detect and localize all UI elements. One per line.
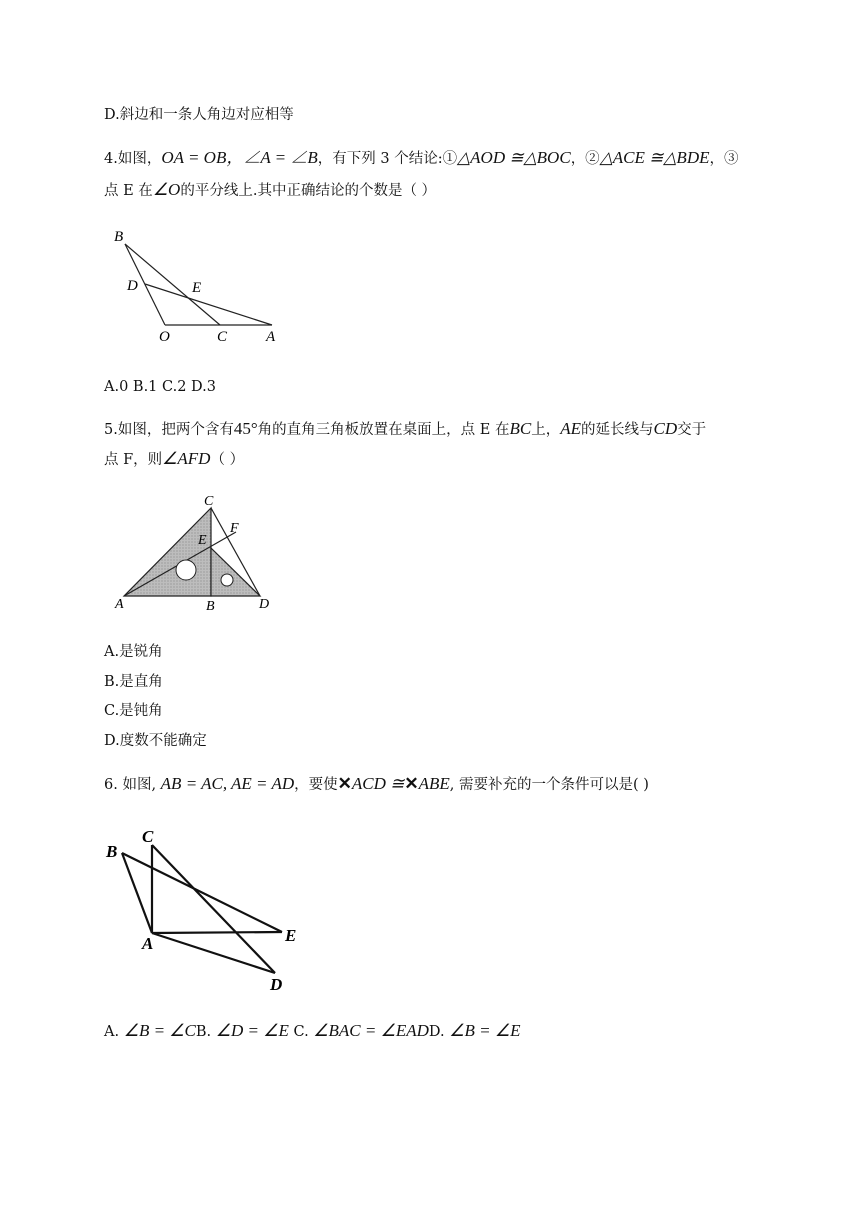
- q5-line2-suffix: （ ）: [210, 452, 245, 468]
- q6-label-c: C: [142, 827, 154, 846]
- q5-mid: 角的直角三角板放置在桌面上，点 E 在: [257, 422, 510, 438]
- q6-triangle-acd: ACD ≅: [351, 774, 405, 793]
- q6-option-d-label: D.: [428, 1024, 445, 1040]
- q4-line2-suffix: 的平分线上.其中正确结论的个数是（ ）: [180, 183, 437, 199]
- q5-seg-ae: AE: [560, 419, 581, 438]
- q6-mid: ，要使: [294, 777, 338, 793]
- q5-prefix: 5.如图，把两个含有: [104, 422, 234, 438]
- q4-label-c: C: [217, 329, 228, 345]
- q6-label-b: B: [106, 842, 118, 861]
- q5-stem-line2: [104, 449, 244, 470]
- q5-label-b: B: [206, 599, 215, 614]
- q6-label-a: A: [142, 934, 154, 953]
- q5-seg-bc: BC: [509, 419, 532, 438]
- q4-angle-o: ∠O: [152, 180, 181, 199]
- q4-stem-line2: [104, 180, 436, 201]
- q5-label-e: E: [198, 533, 207, 548]
- q6-option-c-label: C.: [293, 1024, 309, 1040]
- q4-label-e: E: [192, 280, 202, 296]
- q6-option-c: ∠BAC = ∠EAD: [313, 1021, 429, 1040]
- q5-option-b: B.是直角: [104, 674, 163, 690]
- q4-label-o: O: [159, 329, 170, 345]
- q5-suffix: 交于: [677, 422, 707, 438]
- q4-label-d: D: [127, 278, 138, 294]
- q6-triangle-abe: ABE: [418, 774, 450, 793]
- q4-figure: [100, 222, 300, 352]
- q6-option-b: ∠D = ∠E: [215, 1021, 289, 1040]
- q5-label-a: A: [115, 597, 124, 612]
- q6-option-d: ∠B = ∠E: [449, 1021, 521, 1040]
- q4-options: A.0 B.1 C.2 D.3: [104, 379, 216, 395]
- q5-option-c: C.是钝角: [104, 703, 163, 719]
- q5-stem-line1: [104, 419, 706, 440]
- q6-option-a: ∠B = ∠C: [123, 1021, 196, 1040]
- q4-mid: ，有下列 3 个结论:①: [317, 151, 458, 167]
- q4-condition: OA = OB，∠A = ∠B: [161, 148, 318, 167]
- q5-label-d: D: [259, 597, 270, 612]
- q6-stem: [104, 774, 649, 795]
- q5-seg-cd: CD: [653, 419, 678, 438]
- q4-stem-line1: [104, 148, 738, 169]
- q4-line2-prefix: 点 E 在: [104, 183, 153, 199]
- q4-label-a: A: [266, 329, 276, 345]
- q5-label-f: F: [230, 521, 239, 536]
- q5-angle-45: 45°: [233, 419, 258, 438]
- q4-suffix: ，③: [709, 151, 739, 167]
- q6-figure: [100, 820, 315, 1000]
- q6-option-b-label: B.: [195, 1024, 212, 1040]
- q6-triangle-mark-2: ✕: [404, 774, 419, 794]
- q5-mid3: 的延长线与: [580, 422, 654, 438]
- q3-option-d: D.斜边和一条人角边对应相等: [104, 107, 294, 123]
- q4-mid2: ，②: [570, 151, 600, 167]
- q4-prefix: 4.如图，: [104, 151, 162, 167]
- q6-condition: AB = AC, AE = AD: [160, 774, 295, 793]
- q6-options: [104, 1021, 520, 1042]
- q6-label-d: D: [270, 975, 283, 994]
- q5-option-d: D.度数不能确定: [104, 733, 207, 749]
- q5-option-a: A.是锐角: [104, 644, 163, 660]
- q6-triangle-mark-1: ✕: [337, 774, 352, 794]
- q6-prefix: 6. 如图,: [104, 777, 157, 793]
- q5-angle-afd: ∠AFD: [162, 449, 211, 468]
- q6-option-a-label: A.: [104, 1024, 120, 1040]
- q4-conclusion-2: △ACE ≅△BDE: [599, 148, 710, 167]
- q4-conclusion-1: △AOD ≅△BOC: [457, 148, 571, 167]
- q5-figure: [110, 490, 285, 615]
- q6-suffix: , 需要补充的一个条件可以是( ): [449, 777, 649, 793]
- q5-line2-prefix: 点 F，则: [104, 452, 163, 468]
- q4-label-b: B: [114, 229, 124, 245]
- q5-label-c: C: [204, 494, 214, 509]
- q5-mid2: 上，: [531, 422, 561, 438]
- q6-label-e: E: [285, 926, 297, 945]
